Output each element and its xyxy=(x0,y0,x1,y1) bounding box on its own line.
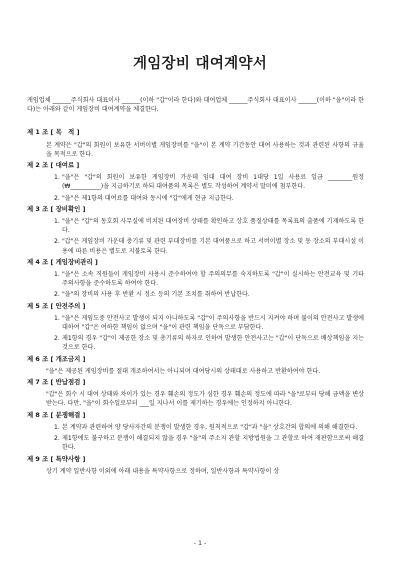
article-heading: 제 7 조 [ 반납점검 ] xyxy=(27,378,86,387)
item-number: 1. xyxy=(54,423,60,431)
article-7 xyxy=(27,378,364,409)
item-text: "을"은 "갑"의 동호회 사무실에 비치된 대여장비 상태를 확인하고 상호 품질상태를 목록표의 출품에 기재하도록 한다. xyxy=(62,218,364,235)
list-item xyxy=(54,423,364,432)
item-number: 1. xyxy=(54,218,60,226)
item-number: 1. xyxy=(54,271,60,279)
item-number: 2. xyxy=(54,335,60,343)
document-title: 게임장비 대여계약서 xyxy=(132,56,268,72)
article-heading: 제 4 조 [ 게임장비관리 ] xyxy=(27,257,98,266)
article-6 xyxy=(27,355,364,376)
article-items xyxy=(27,217,364,256)
page-number: - 1 - xyxy=(193,539,207,547)
article-paragraph: "을"은 제공된 게임장비를 절대 개조하여서는 아니되며 대여당시의 상태대로 사용하고 반환하여야 한다. xyxy=(46,367,321,375)
item-text: "을"은 게임도중 안전사고 발생이 되지 아니하도록 "갑"이 주의사항을 반드시 지켜야 하며 불이의 안전사고 발생에 대하여 "갑"은 여하한 책임이 없으며 "을"이 관련 책임을 단독으로 부담한다. xyxy=(62,314,364,332)
document-body xyxy=(27,96,364,478)
article-heading: 제 6 조 [ 개조금지 ] xyxy=(27,354,86,363)
article-items xyxy=(27,270,364,300)
article-3 xyxy=(27,205,364,256)
item-text: 본 계약과 관련하여 양 당사자간의 분쟁이 발생한 경우, 원칙적으로 "갑"과 "을" 상호간의 합의에 의해 해결한다. xyxy=(62,423,358,431)
item-number: 2. xyxy=(54,291,60,299)
list-item xyxy=(54,173,364,191)
article-8 xyxy=(27,411,364,453)
article-heading: 제 2 조 [ 대여료 ] xyxy=(27,161,80,170)
article-paragraph: "갑"은 회수 시 대여 상태와 차이가 있는 경우 훼손의 정도가 심한 경우 훼손의 정도에 따라 "을"로부터 당해 금액을 변상받는다. 다만, "을"이 회수일로부터 ___일 지나서 이를 제기하는 경우에는 인정하지 아니한다. xyxy=(46,391,364,408)
item-text: "갑"은 게임장비 가운데 충기류 및 관련 부대장비를 기본 대여품으로 하고 서버이별 장소 및 동 장소의 부대시설 이용에 따른 비용은 별도로 지불토록 한다. xyxy=(62,238,364,255)
article-heading: 제 1 조 [ 목 적 ] xyxy=(27,128,80,137)
article-9 xyxy=(27,455,364,476)
item-text: 제1항의 경우 "갑"이 제공한 장소 및 총기류의 하자로 인하여 발생한 안전사고는 "갑"이 단독으로 배상책임을 지는 것으로 한다. xyxy=(62,335,364,352)
item-text: 제1항에도 불구하고 분쟁이 해결되지 않을 경우 "을"의 주소지 관할 지방법원을 그 관할로 하여 재판함으로써 해결한다. xyxy=(62,435,364,452)
article-heading: 제 9 조 [ 특약사항 ] xyxy=(27,454,86,463)
article-paragraph: 본 계약은 "갑"의 회원이 보유한 서버이별 게임장비를 "을"이 본 계약 기간동안 대여 사용하는 것과 관련된 사항의 규율을 목적으로 한다. xyxy=(46,141,364,158)
article-items xyxy=(27,314,364,353)
item-number: 2. xyxy=(54,194,60,202)
list-item xyxy=(54,237,364,255)
item-number: 2. xyxy=(54,435,60,443)
list-item xyxy=(54,334,364,352)
list-item xyxy=(54,194,364,203)
list-item xyxy=(54,270,364,288)
article-heading: 제 8 조 [ 분쟁해결 ] xyxy=(27,410,86,419)
list-item xyxy=(54,434,364,452)
article-2 xyxy=(27,161,364,203)
list-item xyxy=(54,290,364,299)
intro-paragraph: 게임업체 ______주식회사 대표이사 ______(이하 "갑"이라 한다)와 대여업체 ______주식회사 대표이사 ______(이하 "을"이라 한다)는 아래와 같이 게임장비 대여계약을 체결한다. xyxy=(27,97,364,114)
item-number: 2. xyxy=(54,238,60,246)
article-1 xyxy=(27,128,364,159)
list-item xyxy=(54,217,364,235)
article-items xyxy=(27,173,364,203)
item-text: "을"은 제1항의 대여료를 대여와 동시에 "갑"에게 현금 지급한다. xyxy=(62,194,234,202)
list-item xyxy=(54,314,364,332)
item-text: "을"은 소속 직원들이 게임장비 사용시 준수하여야 할 주의의무를 숙지하도록 "갑"이 실시하는 안전교육 및 기타 주의사항을 준수하도록 하여야 한다. xyxy=(62,271,364,288)
item-text: "을"은 "갑"의 회원이 보유한 게임장비 가운데 임대 대여 장비 1대당 1일 사용료 일금 ________원정 (₩__________)을 지급하기로 하되 대여품의 목록은 별도 작성하여 계약서 말미에 첨부한다. xyxy=(62,174,364,191)
item-number: 1. xyxy=(54,174,60,182)
item-number: 1. xyxy=(54,314,60,322)
article-items xyxy=(27,423,364,453)
item-text: "을"의 장비의 사용 후 반환 시 정소 등의 기본 조치를 취하여 반납한다. xyxy=(62,291,250,299)
article-heading: 제 5 조 [ 안전주의 ] xyxy=(27,301,86,310)
article-4 xyxy=(27,258,364,300)
articles-list xyxy=(27,128,364,476)
article-5 xyxy=(27,302,364,353)
article-heading: 제 3 조 [ 장비확인 ] xyxy=(27,204,86,213)
article-paragraph: 상기 계약 일반사항 이외에 아래 내용을 특약사항으로 정하며, 일반사항과 특약사항이 상 xyxy=(46,467,280,475)
